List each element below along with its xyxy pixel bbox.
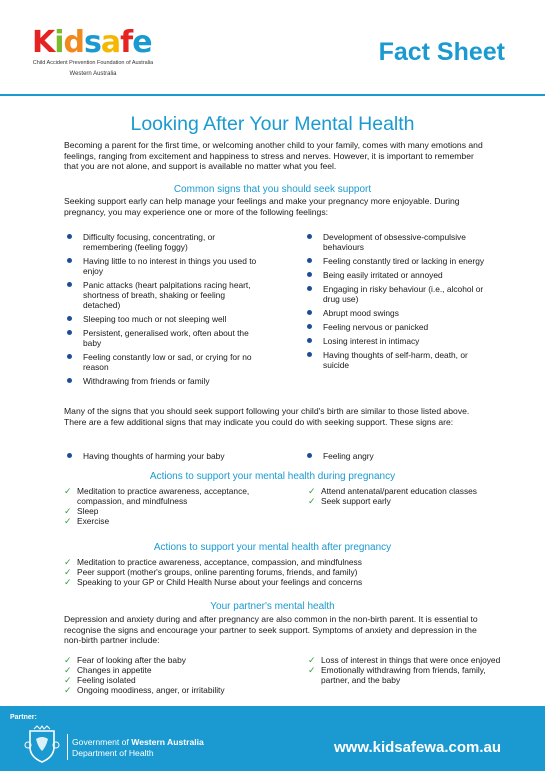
list-item-text: Feeling constantly tired or lacking in energy — [323, 256, 485, 266]
partner-list-left — [64, 655, 284, 695]
list-item-text: Changes in appetite — [77, 665, 152, 675]
list-item — [304, 270, 494, 280]
logo-letter: K — [32, 25, 55, 60]
logo-letter: e — [132, 25, 152, 60]
checkmark-icon: ✓ — [64, 516, 72, 526]
checkmark-icon: ✓ — [64, 665, 72, 675]
list-item-text: Losing interest in intimacy — [323, 336, 420, 346]
footer — [0, 706, 545, 771]
list-item — [64, 557, 494, 567]
list-item-text: Sleeping too much or not sleeping well — [83, 314, 227, 324]
wa-crest-icon — [22, 725, 62, 765]
list-item — [64, 376, 264, 386]
list-item-text: Exercise — [77, 516, 110, 526]
intro-paragraph: Becoming a parent for the first time, or welcoming another child to your family, comes with many emotions and feelings, ranging from excitement and happiness to stress and nerves. However, it is important to remember that you are not alone, and support is available no matter what you feel. — [64, 140, 483, 172]
checkmark-icon: ✓ — [308, 496, 316, 506]
checkmark-icon: ✓ — [64, 655, 72, 665]
list-item-text: Sleep — [77, 506, 99, 516]
list-item — [64, 577, 494, 587]
department-name: Department of Health — [72, 748, 154, 758]
logo-subtitle: Child Accident Prevention Foundation of Australia — [32, 60, 154, 66]
list-item — [304, 308, 494, 318]
checkmark-icon: ✓ — [64, 486, 72, 496]
list-item-text: Attend antenatal/parent education classes — [321, 486, 477, 496]
list-item-text: Loss of interest in things that were once enjoyed — [321, 655, 501, 665]
checkmark-icon: ✓ — [64, 506, 72, 516]
signs-list-left — [64, 232, 264, 390]
during-pregnancy-heading: Actions to support your mental health during pregnancy — [149, 471, 396, 482]
list-item-text: Having thoughts of harming your baby — [83, 451, 225, 461]
after-birth-paragraph: Many of the signs that you should seek support following your child's birth are similar to those listed above. There are a few additional signs that may indicate you could do with seeking support. These signs are: — [64, 406, 470, 427]
list-item-text: Being easily irritated or annoyed — [323, 270, 443, 280]
list-item — [304, 451, 494, 461]
header-divider — [0, 94, 545, 96]
gov-prefix: Government of — [72, 737, 129, 747]
list-item-text: Peer support (mother's groups, online parenting forums, friends, and family) — [77, 567, 358, 577]
header — [0, 0, 545, 98]
list-item-text: Meditation to practice awareness, acceptance, compassion, and mindfulness — [77, 557, 362, 567]
checkmark-icon: ✓ — [308, 486, 316, 496]
list-item-text: Feeling constantly low or sad, or crying for no reason — [83, 352, 252, 372]
list-item — [64, 232, 264, 252]
list-item-text: Persistent, generalised work, often about the baby — [83, 328, 249, 348]
list-item-text: Feeling isolated — [77, 675, 136, 685]
list-item-text: Feeling nervous or panicked — [323, 322, 429, 332]
checkmark-icon: ✓ — [64, 567, 72, 577]
signs-heading: Common signs that you should seek support — [173, 184, 372, 195]
list-item-text: Feeling angry — [323, 451, 374, 461]
page-title: Looking After Your Mental Health — [130, 113, 415, 135]
after-signs-list-left — [64, 451, 264, 465]
list-item — [304, 336, 494, 346]
list-item — [308, 486, 498, 496]
list-item-text: Having thoughts of self-harm, death, or suicide — [323, 350, 468, 370]
list-item — [304, 284, 494, 304]
list-item-text: Abrupt mood swings — [323, 308, 399, 318]
partner-paragraph: Depression and anxiety during and after pregnancy are also common in the non-birth parent. It is essential to recognise the signs and encourage your partner to seek support. Symptoms of anxiety and depression in the non-birth partner include: — [64, 614, 478, 646]
partner-list-right — [308, 655, 503, 685]
footer-divider — [67, 734, 68, 760]
checkmark-icon: ✓ — [64, 577, 72, 587]
partner-heading: Your partner's mental health — [210, 601, 335, 612]
list-item — [64, 486, 264, 506]
checkmark-icon: ✓ — [64, 557, 72, 567]
list-item-text: Engaging in risky behaviour (i.e., alcohol or drug use) — [323, 284, 484, 304]
list-item — [304, 256, 494, 266]
list-item-text: Development of obsessive-compulsive behaviours — [323, 232, 466, 252]
government-name — [72, 737, 204, 747]
checkmark-icon: ✓ — [64, 685, 72, 695]
logo-wordmark — [32, 26, 152, 60]
logo-letter: f — [120, 25, 133, 60]
logo-letter: s — [84, 25, 101, 60]
list-item — [64, 280, 264, 310]
after-pregnancy-list — [64, 557, 494, 587]
after-pregnancy-heading: Actions to support your mental health after pregnancy — [153, 542, 392, 553]
signs-intro: Seeking support early can help manage your feelings and make your pregnancy more enjoyable. During pregnancy, you may experience one or more of the following feelings: — [64, 196, 460, 217]
list-item-text: Ongoing moodiness, anger, or irritability — [77, 685, 225, 695]
logo-letter: a — [100, 25, 121, 60]
list-item-text: Panic attacks (heart palpitations racing heart, shortness of breath, shaking or feeling detached) — [83, 280, 251, 310]
list-item — [64, 665, 284, 675]
list-item-text: Withdrawing from friends or family — [83, 376, 210, 386]
checkmark-icon: ✓ — [308, 655, 316, 665]
fact-sheet-title: Fact Sheet — [378, 38, 505, 66]
list-item-text: Emotionally withdrawing from friends, family, partner, and the baby — [321, 665, 486, 685]
list-item-text: Difficulty focusing, concentrating, or remembering (feeling foggy) — [83, 232, 216, 252]
list-item-text: Having little to no interest in things you used to enjoy — [83, 256, 257, 276]
partner-label: Partner: — [10, 714, 37, 721]
list-item — [304, 232, 494, 252]
list-item — [304, 322, 494, 332]
list-item — [64, 352, 264, 372]
website-link[interactable]: www.kidsafewa.com.au — [334, 739, 501, 756]
logo-letter: d — [63, 25, 85, 60]
list-item-text: Fear of looking after the baby — [77, 655, 186, 665]
after-signs-list-right — [304, 451, 494, 465]
list-item — [64, 516, 264, 526]
list-item-text: Speaking to your GP or Child Health Nurse about your feelings and concerns — [77, 577, 363, 587]
list-item — [64, 567, 494, 577]
list-item — [308, 496, 498, 506]
signs-list-right — [304, 232, 494, 374]
list-item — [64, 675, 284, 685]
kidsafe-logo[interactable] — [28, 20, 158, 82]
during-list-right — [308, 486, 498, 506]
list-item-text: Seek support early — [321, 496, 391, 506]
gov-state: Western Australia — [131, 737, 204, 747]
list-item — [64, 655, 284, 665]
during-list-left — [64, 486, 264, 526]
logo-region: Western Australia — [69, 71, 117, 77]
list-item — [304, 350, 494, 370]
list-item — [64, 328, 264, 348]
list-item — [64, 256, 264, 276]
checkmark-icon: ✓ — [308, 665, 316, 675]
list-item-text: Meditation to practice awareness, acceptance, compassion, and mindfulness — [77, 486, 250, 506]
list-item — [308, 665, 503, 685]
checkmark-icon: ✓ — [64, 675, 72, 685]
list-item — [64, 314, 264, 324]
list-item — [64, 451, 264, 461]
list-item — [64, 685, 284, 695]
list-item — [64, 506, 264, 516]
list-item — [308, 655, 503, 665]
logo-letter: i — [54, 25, 64, 60]
